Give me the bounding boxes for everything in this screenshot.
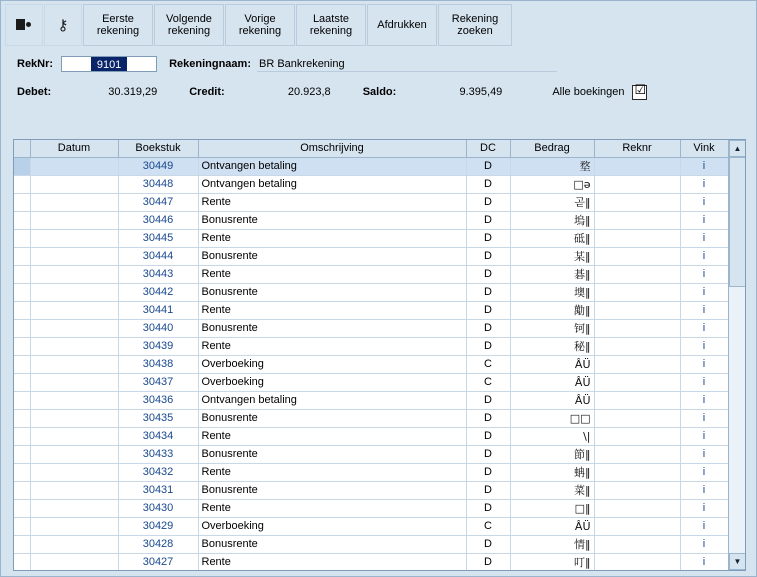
cell-boekstuk[interactable]: 30441: [118, 301, 198, 319]
cell-bedrag[interactable]: 叮‖: [510, 553, 594, 571]
vertical-scrollbar[interactable]: [728, 140, 745, 570]
cell-boekstuk[interactable]: 30444: [118, 247, 198, 265]
cell-dc[interactable]: D: [466, 499, 510, 517]
cell-datum[interactable]: [30, 301, 118, 319]
row-marker[interactable]: [14, 175, 30, 193]
cell-boekstuk[interactable]: 30430: [118, 499, 198, 517]
cell-omschrijving[interactable]: Rente: [198, 337, 466, 355]
cell-omschrijving[interactable]: Bonusrente: [198, 283, 466, 301]
cell-dc[interactable]: D: [466, 337, 510, 355]
scroll-up-button[interactable]: [729, 140, 746, 157]
cell-omschrijving[interactable]: Ontvangen betaling: [198, 157, 466, 175]
cell-datum[interactable]: [30, 553, 118, 571]
cell-boekstuk[interactable]: 30437: [118, 373, 198, 391]
row-marker[interactable]: [14, 355, 30, 373]
cell-vink[interactable]: i: [680, 517, 728, 535]
reknr-label: RekNr:: [17, 58, 54, 70]
table-row[interactable]: [14, 445, 745, 463]
cell-vink[interactable]: i: [680, 391, 728, 409]
table-row[interactable]: [14, 463, 745, 481]
cell-dc[interactable]: D: [466, 427, 510, 445]
volgende-rekening-line1: Volgende: [166, 13, 212, 25]
table-body: [14, 157, 745, 571]
cell-datum[interactable]: [30, 283, 118, 301]
cell-vink[interactable]: i: [680, 175, 728, 193]
cell-datum[interactable]: [30, 193, 118, 211]
cell-datum[interactable]: [30, 535, 118, 553]
rekening-zoeken-line1: Rekening: [451, 13, 499, 25]
cell-reknr[interactable]: [594, 553, 680, 571]
cell-reknr[interactable]: [594, 499, 680, 517]
cell-omschrijving[interactable]: Ontvangen betaling: [198, 391, 466, 409]
cell-bedrag[interactable]: 砥‖: [510, 229, 594, 247]
key-icon: ⚷: [57, 16, 69, 34]
cell-datum[interactable]: [30, 211, 118, 229]
cell-boekstuk[interactable]: 30448: [118, 175, 198, 193]
cell-omschrijving[interactable]: Overboeking: [198, 517, 466, 535]
row-marker[interactable]: [14, 445, 30, 463]
cell-reknr[interactable]: [594, 445, 680, 463]
table-row[interactable]: [14, 553, 745, 571]
alle-boekingen-group[interactable]: [552, 81, 647, 100]
cell-omschrijving[interactable]: Rente: [198, 265, 466, 283]
cell-omschrijving[interactable]: Bonusrente: [198, 535, 466, 553]
cell-reknr[interactable]: [594, 373, 680, 391]
table-row[interactable]: [14, 229, 745, 247]
reknr-input[interactable]: [61, 56, 157, 72]
toolbar-spacer: [513, 4, 756, 49]
stamp-icon: [16, 18, 32, 32]
cell-vink[interactable]: i: [680, 247, 728, 265]
cell-reknr[interactable]: [594, 229, 680, 247]
cell-bedrag[interactable]: 節‖: [510, 445, 594, 463]
cell-vink[interactable]: i: [680, 553, 728, 571]
cell-dc[interactable]: D: [466, 283, 510, 301]
cell-reknr[interactable]: [594, 355, 680, 373]
cell-reknr[interactable]: [594, 265, 680, 283]
saldo-value: 9.395,49: [402, 84, 506, 100]
cell-dc[interactable]: C: [466, 517, 510, 535]
volgende-rekening-line2: rekening: [167, 25, 211, 37]
cell-bedrag[interactable]: ÂÜ: [510, 373, 594, 391]
cell-reknr[interactable]: [594, 175, 680, 193]
cell-reknr[interactable]: [594, 535, 680, 553]
cell-dc[interactable]: D: [466, 265, 510, 283]
cell-bedrag[interactable]: 塢‖: [510, 211, 594, 229]
cell-dc[interactable]: D: [466, 229, 510, 247]
row-marker[interactable]: [14, 301, 30, 319]
row-marker[interactable]: [14, 481, 30, 499]
cell-bedrag[interactable]: 菜‖: [510, 481, 594, 499]
cell-boekstuk[interactable]: 30447: [118, 193, 198, 211]
cell-boekstuk[interactable]: 30440: [118, 319, 198, 337]
stamp-icon-button[interactable]: [5, 4, 43, 46]
toolbar: [1, 1, 756, 49]
cell-boekstuk[interactable]: 30433: [118, 445, 198, 463]
cell-reknr[interactable]: [594, 409, 680, 427]
column-header-omschrijving[interactable]: Omschrijving: [198, 140, 466, 157]
column-header-marker[interactable]: [14, 140, 30, 157]
laatste-rekening-line1: Laatste: [312, 13, 350, 25]
alle-boekingen-label: Alle boekingen: [552, 86, 625, 98]
cell-reknr[interactable]: [594, 247, 680, 265]
cell-vink[interactable]: i: [680, 319, 728, 337]
transactions-grid[interactable]: [13, 139, 746, 571]
cell-bedrag[interactable]: 情‖: [510, 535, 594, 553]
vorige-rekening-line1: Vorige: [244, 13, 276, 25]
row-marker[interactable]: [14, 193, 30, 211]
eerste-rekening-line1: Eerste: [102, 13, 134, 25]
table-row[interactable]: [14, 211, 745, 229]
cell-omschrijving[interactable]: Bonusrente: [198, 445, 466, 463]
cell-vink[interactable]: i: [680, 427, 728, 445]
cell-vink[interactable]: i: [680, 265, 728, 283]
cell-vink[interactable]: i: [680, 535, 728, 553]
row-marker[interactable]: [14, 553, 30, 571]
column-header-datum[interactable]: Datum: [30, 140, 118, 157]
afdrukken-label: Afdrukken: [377, 19, 427, 31]
cell-omschrijving[interactable]: Rente: [198, 427, 466, 445]
table-row[interactable]: [14, 301, 745, 319]
cell-reknr[interactable]: [594, 301, 680, 319]
column-header-bedrag[interactable]: Bedrag: [510, 140, 594, 157]
cell-boekstuk[interactable]: 30427: [118, 553, 198, 571]
header-fields: [1, 49, 756, 113]
cell-reknr[interactable]: [594, 463, 680, 481]
row-marker[interactable]: [14, 337, 30, 355]
cell-omschrijving[interactable]: Rente: [198, 301, 466, 319]
row-marker[interactable]: [14, 409, 30, 427]
row-marker[interactable]: [14, 463, 30, 481]
table-row[interactable]: [14, 391, 745, 409]
cell-dc[interactable]: D: [466, 319, 510, 337]
cell-datum[interactable]: [30, 499, 118, 517]
column-header-dc[interactable]: DC: [466, 140, 510, 157]
cell-datum[interactable]: [30, 463, 118, 481]
cell-datum[interactable]: [30, 391, 118, 409]
cell-boekstuk[interactable]: 30443: [118, 265, 198, 283]
vorige-rekening-line2: rekening: [238, 25, 282, 37]
cell-bedrag[interactable]: 墺‖: [510, 283, 594, 301]
reknaam-value: BR Bankrekening: [257, 56, 557, 72]
afdrukken-button[interactable]: [367, 4, 437, 46]
row-marker[interactable]: [14, 535, 30, 553]
table-row[interactable]: [14, 517, 745, 535]
cell-bedrag[interactable]: \|: [510, 427, 594, 445]
cell-vink[interactable]: i: [680, 481, 728, 499]
cell-datum[interactable]: [30, 517, 118, 535]
row-marker[interactable]: [14, 247, 30, 265]
laatste-rekening-button[interactable]: [296, 4, 366, 46]
scroll-down-button[interactable]: [729, 553, 746, 570]
table-row[interactable]: [14, 373, 745, 391]
table-row[interactable]: [14, 175, 745, 193]
cell-datum[interactable]: [30, 247, 118, 265]
cell-vink[interactable]: i: [680, 229, 728, 247]
cell-dc[interactable]: D: [466, 463, 510, 481]
column-header-vink[interactable]: Vink: [680, 140, 728, 157]
cell-omschrijving[interactable]: Overboeking: [198, 373, 466, 391]
cell-dc[interactable]: D: [466, 193, 510, 211]
cell-bedrag[interactable]: 勱‖: [510, 301, 594, 319]
table-row[interactable]: [14, 535, 745, 553]
scroll-down-arrow: ▼: [733, 557, 742, 566]
cell-bedrag[interactable]: 곧‖: [510, 193, 594, 211]
cell-boekstuk[interactable]: 30432: [118, 463, 198, 481]
cell-boekstuk[interactable]: 30446: [118, 211, 198, 229]
transactions-table: [14, 140, 746, 571]
cell-reknr[interactable]: [594, 193, 680, 211]
checkbox-tick: ☑: [634, 81, 647, 97]
cell-boekstuk[interactable]: 30431: [118, 481, 198, 499]
cell-reknr[interactable]: [594, 157, 680, 175]
cell-reknr[interactable]: [594, 517, 680, 535]
table-row[interactable]: [14, 337, 745, 355]
cell-vink[interactable]: i: [680, 193, 728, 211]
cell-dc[interactable]: D: [466, 535, 510, 553]
credit-label: Credit:: [189, 86, 225, 98]
totals-row: [17, 83, 746, 101]
cell-omschrijving[interactable]: Ontvangen betaling: [198, 175, 466, 193]
rekening-zoeken-button[interactable]: [438, 4, 512, 46]
reknr-value: 9101: [91, 57, 127, 72]
cell-omschrijving[interactable]: Rente: [198, 463, 466, 481]
debet-value: 30.319,29: [57, 84, 161, 100]
cell-omschrijving[interactable]: Rente: [198, 499, 466, 517]
cell-vink[interactable]: i: [680, 355, 728, 373]
cell-vink[interactable]: i: [680, 409, 728, 427]
cell-dc[interactable]: D: [466, 247, 510, 265]
cell-boekstuk[interactable]: 30439: [118, 337, 198, 355]
cell-datum[interactable]: [30, 481, 118, 499]
cell-datum[interactable]: [30, 373, 118, 391]
cell-boekstuk[interactable]: 30449: [118, 157, 198, 175]
volgende-rekening-button[interactable]: [154, 4, 224, 46]
row-marker[interactable]: [14, 427, 30, 445]
cell-vink[interactable]: i: [680, 499, 728, 517]
cell-bedrag[interactable]: 蚺‖: [510, 463, 594, 481]
cell-vink[interactable]: i: [680, 283, 728, 301]
cell-bedrag[interactable]: 钶‖: [510, 319, 594, 337]
cell-omschrijving[interactable]: Bonusrente: [198, 481, 466, 499]
laatste-rekening-line2: rekening: [309, 25, 353, 37]
row-marker[interactable]: [14, 265, 30, 283]
vorige-rekening-button[interactable]: [225, 4, 295, 46]
cell-boekstuk[interactable]: 30434: [118, 427, 198, 445]
cell-boekstuk[interactable]: 30428: [118, 535, 198, 553]
cell-dc[interactable]: C: [466, 373, 510, 391]
cell-bedrag[interactable]: 秘‖: [510, 337, 594, 355]
cell-datum[interactable]: [30, 445, 118, 463]
cell-datum[interactable]: [30, 265, 118, 283]
cell-boekstuk[interactable]: 30429: [118, 517, 198, 535]
cell-vink[interactable]: i: [680, 211, 728, 229]
cell-datum[interactable]: [30, 355, 118, 373]
cell-vink[interactable]: i: [680, 157, 728, 175]
cell-vink[interactable]: i: [680, 373, 728, 391]
cell-bedrag[interactable]: 某‖: [510, 247, 594, 265]
cell-dc[interactable]: D: [466, 175, 510, 193]
cell-datum[interactable]: [30, 409, 118, 427]
cell-reknr[interactable]: [594, 319, 680, 337]
cell-bedrag[interactable]: 堥: [510, 157, 594, 175]
eerste-rekening-line2: rekening: [96, 25, 140, 37]
cell-omschrijving[interactable]: Rente: [198, 229, 466, 247]
table-row[interactable]: [14, 283, 745, 301]
row-marker[interactable]: [14, 157, 30, 175]
cell-boekstuk[interactable]: 30435: [118, 409, 198, 427]
debet-label: Debet:: [17, 86, 52, 98]
table-row[interactable]: [14, 193, 745, 211]
cell-bedrag[interactable]: □‖: [510, 499, 594, 517]
cell-omschrijving[interactable]: Bonusrente: [198, 211, 466, 229]
cell-reknr[interactable]: [594, 337, 680, 355]
cell-dc[interactable]: D: [466, 211, 510, 229]
cell-dc[interactable]: D: [466, 481, 510, 499]
cell-reknr[interactable]: [594, 427, 680, 445]
cell-boekstuk[interactable]: 30445: [118, 229, 198, 247]
cell-bedrag[interactable]: □□: [510, 409, 594, 427]
cell-dc[interactable]: D: [466, 391, 510, 409]
column-header-boekstuk[interactable]: Boekstuk: [118, 140, 198, 157]
cell-dc[interactable]: D: [466, 301, 510, 319]
cell-boekstuk[interactable]: 30442: [118, 283, 198, 301]
cell-dc[interactable]: D: [466, 553, 510, 571]
cell-vink[interactable]: i: [680, 463, 728, 481]
table-row[interactable]: [14, 481, 745, 499]
reknaam-label: Rekeningnaam:: [169, 58, 251, 70]
cell-omschrijving[interactable]: Bonusrente: [198, 409, 466, 427]
table-row[interactable]: [14, 247, 745, 265]
cell-omschrijving[interactable]: Bonusrente: [198, 247, 466, 265]
cell-reknr[interactable]: [594, 481, 680, 499]
row-marker[interactable]: [14, 319, 30, 337]
saldo-label: Saldo:: [362, 86, 397, 98]
table-row[interactable]: [14, 499, 745, 517]
key-icon-button[interactable]: [44, 4, 82, 46]
cell-dc[interactable]: D: [466, 157, 510, 175]
cell-bedrag[interactable]: □ə: [510, 175, 594, 193]
table-header-row: [14, 140, 745, 157]
cell-datum[interactable]: [30, 175, 118, 193]
cell-omschrijving[interactable]: Rente: [198, 193, 466, 211]
cell-dc[interactable]: D: [466, 445, 510, 463]
table-row[interactable]: [14, 409, 745, 427]
cell-vink[interactable]: i: [680, 301, 728, 319]
row-marker[interactable]: [14, 373, 30, 391]
table-row[interactable]: [14, 157, 745, 175]
row-marker[interactable]: [14, 283, 30, 301]
cell-datum[interactable]: [30, 157, 118, 175]
eerste-rekening-button[interactable]: [83, 4, 153, 46]
cell-vink[interactable]: i: [680, 445, 728, 463]
cell-boekstuk[interactable]: 30438: [118, 355, 198, 373]
cell-datum[interactable]: [30, 319, 118, 337]
cell-datum[interactable]: [30, 427, 118, 445]
table-row[interactable]: [14, 319, 745, 337]
rekening-zoeken-line2: zoeken: [457, 25, 493, 37]
cell-bedrag[interactable]: ÂÜ: [510, 355, 594, 373]
table-row[interactable]: [14, 427, 745, 445]
scroll-thumb[interactable]: [729, 157, 746, 287]
cell-omschrijving[interactable]: Bonusrente: [198, 319, 466, 337]
cell-boekstuk[interactable]: 30436: [118, 391, 198, 409]
row-marker[interactable]: [14, 211, 30, 229]
row-marker[interactable]: [14, 499, 30, 517]
table-row[interactable]: [14, 265, 745, 283]
cell-bedrag[interactable]: ÂÜ: [510, 517, 594, 535]
cell-omschrijving[interactable]: Overboeking: [198, 355, 466, 373]
row-marker[interactable]: [14, 229, 30, 247]
cell-bedrag[interactable]: 碁‖: [510, 265, 594, 283]
cell-dc[interactable]: C: [466, 355, 510, 373]
cell-reknr[interactable]: [594, 391, 680, 409]
account-row: [17, 55, 746, 73]
cell-omschrijving[interactable]: Rente: [198, 553, 466, 571]
alle-boekingen-checkbox[interactable]: [632, 81, 647, 100]
row-marker[interactable]: [14, 391, 30, 409]
credit-value: 20.923,8: [231, 84, 335, 100]
column-header-reknr[interactable]: Reknr: [594, 140, 680, 157]
row-marker[interactable]: [14, 517, 30, 535]
cell-reknr[interactable]: [594, 211, 680, 229]
cell-vink[interactable]: i: [680, 337, 728, 355]
table-row[interactable]: [14, 355, 745, 373]
cell-dc[interactable]: D: [466, 409, 510, 427]
cell-bedrag[interactable]: ÂÜ: [510, 391, 594, 409]
scroll-up-arrow: ▲: [733, 144, 742, 153]
cell-reknr[interactable]: [594, 283, 680, 301]
cell-datum[interactable]: [30, 337, 118, 355]
cell-datum[interactable]: [30, 229, 118, 247]
